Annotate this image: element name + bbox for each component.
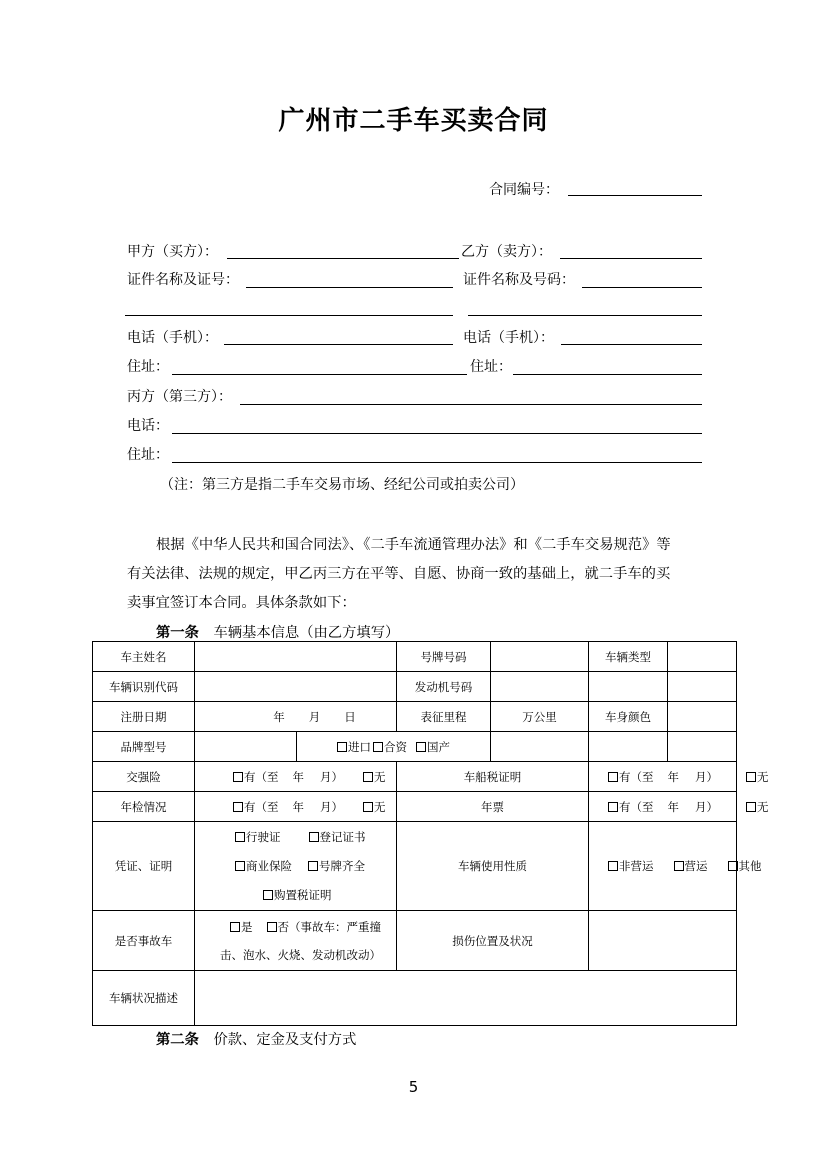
brand-model-cell[interactable]	[195, 732, 297, 762]
id-field-a-cont[interactable]	[125, 315, 453, 316]
import-label: 进口	[348, 739, 371, 754]
certs-options: 行驶证 登记证书 商业保险 号牌齐全 购置税证明	[195, 822, 397, 911]
domestic-checkbox[interactable]	[416, 742, 426, 752]
party-b-label: 乙方（卖方）：	[461, 244, 552, 260]
accident-no-checkbox[interactable]	[267, 922, 277, 932]
compulsory-insurance-label: 交强险	[93, 762, 195, 792]
annual-has-checkbox[interactable]	[233, 802, 243, 812]
plate-no-label: 号牌号码	[397, 642, 491, 672]
annual-check-options: 有（至 年 月） 无	[195, 792, 397, 822]
other-checkbox[interactable]	[728, 861, 738, 871]
accident-yes-checkbox[interactable]	[230, 922, 240, 932]
page-number: 5	[408, 1078, 419, 1096]
license-checkbox[interactable]	[235, 832, 245, 842]
origin-options	[297, 732, 491, 762]
commercial-ins-checkbox[interactable]	[235, 861, 245, 871]
id-label-a: 证件名称及证号：	[127, 272, 239, 288]
ticket-has-checkbox[interactable]	[608, 802, 618, 812]
vin-cell[interactable]	[195, 672, 397, 702]
reg-cert-checkbox[interactable]	[309, 832, 319, 842]
ins-none-checkbox[interactable]	[363, 772, 373, 782]
table-row	[93, 822, 737, 911]
table-row	[93, 911, 737, 971]
party-a-label: 甲方（买方）：	[127, 244, 218, 260]
odometer-unit: 万公里	[522, 709, 557, 724]
brand-model-label: 品牌型号	[93, 732, 195, 762]
id-label-b: 证件名称及号码：	[463, 272, 575, 288]
article-2-text: 价款、定金及支付方式	[213, 1032, 357, 1048]
domestic-label: 国产	[427, 739, 450, 754]
table-row	[93, 672, 737, 702]
operating-checkbox[interactable]	[674, 861, 684, 871]
party-b-field[interactable]	[560, 258, 702, 259]
phone-c-label: 电话：	[127, 418, 169, 434]
plate-no-cell[interactable]	[491, 642, 589, 672]
annual-check-label: 年检情况	[93, 792, 195, 822]
tax-has-checkbox[interactable]	[608, 772, 618, 782]
year-label: 年	[273, 709, 285, 724]
engine-no-cell[interactable]	[491, 672, 589, 702]
address-field-a[interactable]	[172, 374, 467, 375]
address-label-a: 住址：	[127, 359, 169, 375]
joint-venture-checkbox[interactable]	[373, 742, 383, 752]
reg-date-label: 注册日期	[93, 702, 195, 732]
body-color-cell[interactable]	[668, 702, 737, 732]
intro-line-3: 卖事宜签订本合同。具体条款如下：	[127, 595, 356, 611]
empty-cell	[589, 732, 668, 762]
table-row	[93, 792, 737, 822]
article-1-heading	[156, 622, 399, 642]
owner-name-cell[interactable]	[195, 642, 397, 672]
table-row	[93, 642, 737, 672]
empty-cell	[668, 672, 737, 702]
intro-line-1: 根据《中华人民共和国合同法》、《二手车流通管理办法》和《二手车交易规范》等	[156, 537, 671, 553]
odometer-cell[interactable]	[491, 702, 589, 732]
condition-label: 车辆状况描述	[93, 971, 195, 1026]
import-checkbox[interactable]	[337, 742, 347, 752]
damage-label: 损伤位置及状况	[397, 911, 589, 971]
address-field-b[interactable]	[513, 374, 702, 375]
vessel-tax-label: 车船税证明	[397, 762, 589, 792]
phone-field-a[interactable]	[224, 344, 453, 345]
phone-field-b[interactable]	[561, 344, 702, 345]
table-row	[93, 971, 737, 1026]
reg-date-cell[interactable]	[195, 702, 397, 732]
day-label: 日	[344, 709, 356, 724]
engine-no-label: 发动机号码	[397, 672, 491, 702]
intro-line-2: 有关法律、法规的规定，甲乙丙三方在平等、自愿、协商一致的基础上，就二手车的买	[127, 566, 671, 582]
vehicle-type-cell[interactable]	[668, 642, 737, 672]
address-c-field[interactable]	[172, 462, 702, 463]
table-row	[93, 762, 737, 792]
vin-label: 车辆识别代码	[93, 672, 195, 702]
phone-label-b: 电话（手机）：	[463, 330, 554, 346]
none-label: 无	[374, 769, 386, 784]
empty-cell	[491, 732, 589, 762]
ins-has-checkbox[interactable]	[233, 772, 243, 782]
article-1-text: 车辆基本信息（由乙方填写）	[213, 625, 400, 641]
month-label: 月	[308, 709, 321, 724]
id-field-b[interactable]	[582, 287, 702, 288]
page-title: 广州市二手车买卖合同	[278, 106, 549, 136]
usage-options: 非营运 营运 其他	[589, 822, 737, 911]
accident-label: 是否事故车	[93, 911, 195, 971]
table-row	[93, 702, 737, 732]
annual-none-checkbox[interactable]	[363, 802, 373, 812]
compulsory-insurance-options: 有（至 年 月） 无	[195, 762, 397, 792]
odometer-label: 表征里程	[397, 702, 491, 732]
damage-cell[interactable]	[589, 911, 737, 971]
vehicle-type-label: 车辆类型	[589, 642, 668, 672]
table-row	[93, 732, 737, 762]
has-label: 有（至	[244, 769, 279, 784]
owner-name-label: 车主姓名	[93, 642, 195, 672]
annual-ticket-label: 年票	[397, 792, 589, 822]
address-c-label: 住址：	[127, 447, 169, 463]
id-field-b-cont[interactable]	[468, 315, 702, 316]
annual-ticket-options: 有（至 年 月） 无	[589, 792, 737, 822]
joint-venture-label: 合资	[384, 739, 407, 754]
address-label-b: 住址：	[470, 359, 512, 375]
body-color-label: 车身颜色	[589, 702, 668, 732]
phone-label-a: 电话（手机）：	[127, 330, 218, 346]
tax-none-checkbox[interactable]	[746, 772, 756, 782]
empty-cell	[668, 732, 737, 762]
article-1-number: 第一条	[156, 625, 199, 641]
party-a-field[interactable]	[227, 258, 459, 259]
party-c-field[interactable]	[240, 404, 702, 405]
condition-cell[interactable]	[195, 971, 737, 1026]
accident-options: 是 否（事故车：严重撞 击、泡水、火烧、发动机改动）	[195, 911, 397, 971]
ticket-none-checkbox[interactable]	[746, 802, 756, 812]
phone-c-field[interactable]	[172, 433, 702, 434]
party-c-label: 丙方（第三方）：	[127, 389, 232, 405]
vehicle-info-table	[92, 641, 769, 1026]
empty-cell	[589, 672, 668, 702]
article-2-heading	[156, 1029, 356, 1049]
purchase-tax-checkbox[interactable]	[263, 890, 273, 900]
usage-nature-label: 车辆使用性质	[397, 822, 589, 911]
id-field-a[interactable]	[246, 287, 453, 288]
non-operating-checkbox[interactable]	[608, 861, 618, 871]
third-party-note: （注：第三方是指二手车交易市场、经纪公司或拍卖公司）	[160, 477, 524, 493]
vessel-tax-options: 有（至 年 月） 无	[589, 762, 737, 792]
contract-no-label: 合同编号：	[489, 182, 559, 198]
contract-no-field[interactable]	[568, 195, 702, 196]
article-2-number: 第二条	[156, 1032, 199, 1048]
plates-checkbox[interactable]	[308, 861, 318, 871]
certs-label: 凭证、证明	[93, 822, 195, 911]
